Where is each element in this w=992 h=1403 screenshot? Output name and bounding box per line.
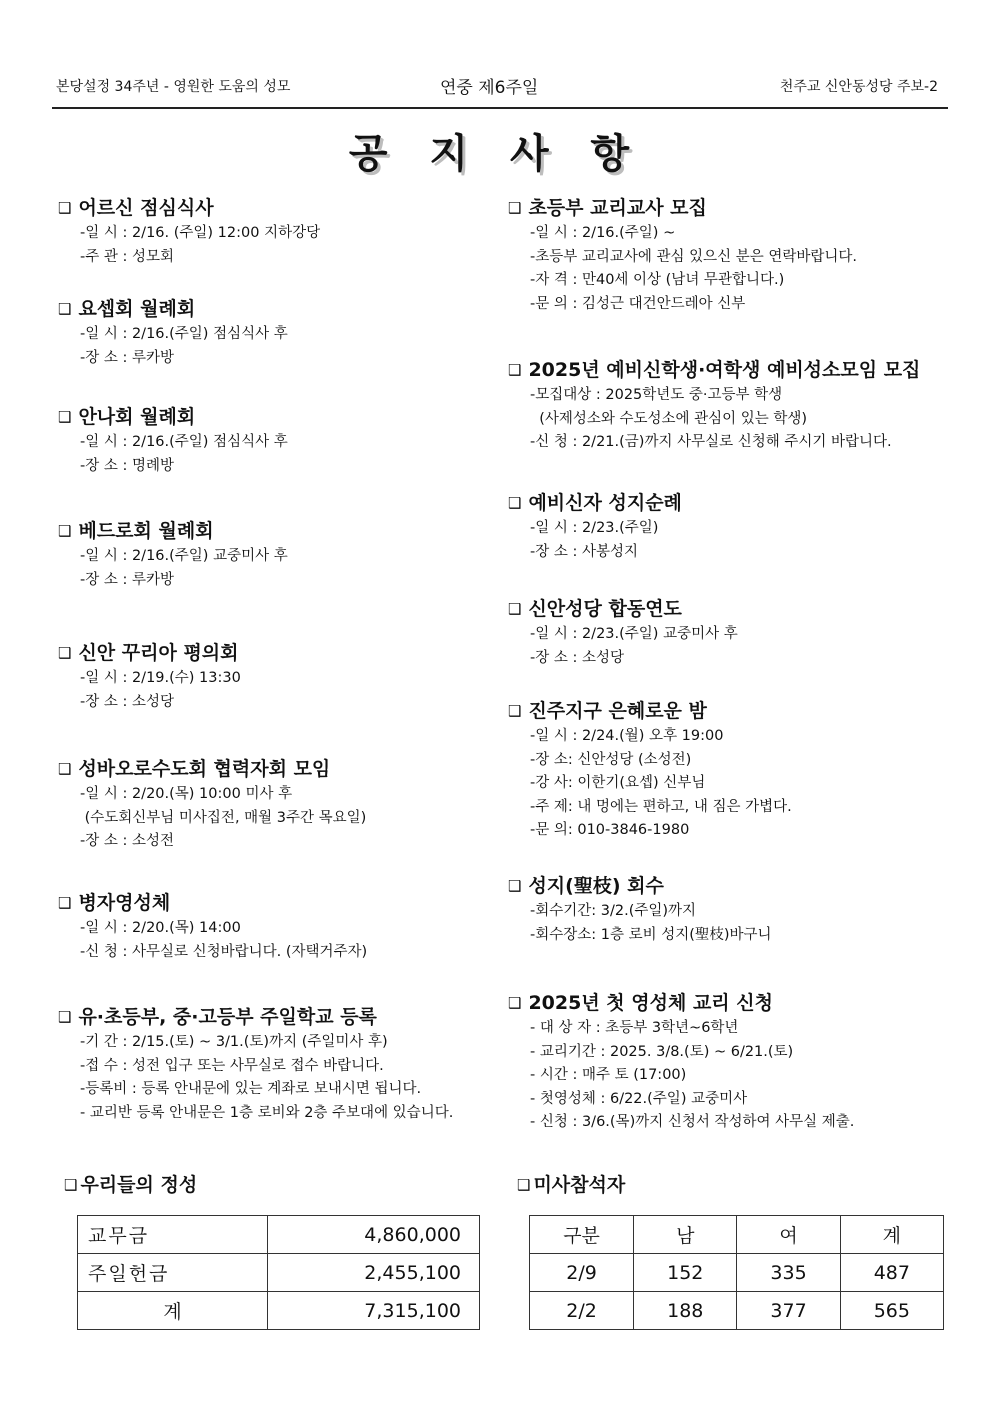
notice-line: -일 시 : 2/16. (주일) 12:00 지하강당 <box>80 225 321 241</box>
header-divider <box>52 107 948 109</box>
notice-line: - 신청 : 3/6.(목)까지 신청서 작성하여 사무실 제출. <box>530 1114 855 1130</box>
notice-title-text: 진주지구 은혜로운 밤 <box>528 700 707 722</box>
notice-section <box>508 596 958 670</box>
attendance-table <box>529 1215 944 1330</box>
offering-value: 4,860,000 <box>268 1216 480 1254</box>
checkbox-bullet-icon: ❑ <box>58 408 72 426</box>
notice-line: -일 시 : 2/16.(주일) 점심식사 후 <box>80 326 288 342</box>
table-cell: 2/9 <box>530 1254 634 1292</box>
notice-title-text: 초등부 교리교사 모집 <box>528 197 707 219</box>
notice-line: -장 소 : 소성당 <box>80 693 174 710</box>
table-row <box>530 1254 944 1292</box>
notice-section <box>58 1004 498 1125</box>
notice-title <box>508 357 958 384</box>
notice-title-text: 성지(聖枝) 회수 <box>528 875 664 897</box>
notice-title <box>58 1004 498 1031</box>
notice-line: -일 시 : 2/19.(수) 13:30 <box>80 670 241 686</box>
notice-title <box>58 296 498 323</box>
notice-title-text: 예비신자 성지순례 <box>528 492 682 514</box>
checkbox-bullet-icon: ❑ <box>508 702 522 720</box>
notice-line: -접 수 : 성전 입구 또는 사무실로 접수 바랍니다. <box>80 1057 384 1074</box>
table-cell: 188 <box>634 1292 737 1330</box>
checkbox-bullet-icon: ❑ <box>508 877 522 895</box>
notice-title <box>58 890 498 917</box>
notice-line: - 시간 : 매주 토 (17:00) <box>530 1067 687 1083</box>
notice-title <box>58 756 498 783</box>
table-cell: 565 <box>840 1292 943 1330</box>
notice-line: -문 의: 010-3846-1980 <box>530 822 690 838</box>
notice-title-text: 유·초등부, 중·고등부 주일학교 등록 <box>78 1006 377 1028</box>
notice-title <box>58 195 498 222</box>
notice-section <box>508 873 958 947</box>
notice-line: -일 시 : 2/20.(목) 14:00 <box>80 920 241 936</box>
notice-line: -회수기간: 3/2.(주일)까지 <box>530 903 697 919</box>
offering-value: 7,315,100 <box>268 1292 480 1330</box>
checkbox-bullet-icon: ❑ <box>508 600 522 618</box>
checkbox-bullet-icon: ❑ <box>64 1176 78 1194</box>
notice-title-text: 요셉회 월례회 <box>78 298 196 320</box>
notice-line: -장 소 : 사봉성지 <box>530 543 638 560</box>
notice-title-text: 신안성당 합동연도 <box>528 598 682 620</box>
notice-title <box>508 990 958 1017</box>
notice-title-text: 베드로회 월례회 <box>78 520 214 542</box>
notice-line: -일 시 : 2/16.(주일) 교중미사 후 <box>80 548 288 564</box>
notice-section <box>58 640 498 714</box>
notice-line: -문 의 : 김성근 대건안드레아 신부 <box>530 295 746 312</box>
column-header: 여 <box>737 1216 840 1254</box>
notice-line: -주 관 : 성모회 <box>80 248 174 265</box>
header-left: 본당설정 34주년 - 영원한 도움의 성모 <box>56 79 291 95</box>
table-cell: 152 <box>634 1254 737 1292</box>
notice-line: - 첫영성체 : 6/22.(주일) 교중미사 <box>530 1090 748 1107</box>
notice-section <box>58 404 498 478</box>
checkbox-bullet-icon: ❑ <box>58 199 72 217</box>
notice-line: -일 시 : 2/20.(목) 10:00 미사 후 <box>80 786 293 802</box>
checkbox-bullet-icon: ❑ <box>517 1176 531 1194</box>
notice-line: -일 시 : 2/23.(주일) 교중미사 후 <box>530 626 738 642</box>
notice-line: -일 시 : 2/16.(주일) ~ <box>530 225 676 241</box>
notice-section <box>508 490 958 564</box>
notice-title <box>508 490 958 517</box>
checkbox-bullet-icon: ❑ <box>58 644 72 662</box>
notice-title-text: 어르신 점심식사 <box>78 197 214 219</box>
notice-title <box>508 195 958 222</box>
offering-label: 계 <box>78 1292 268 1330</box>
offering-label: 교무금 <box>78 1216 268 1254</box>
notice-section <box>58 890 498 964</box>
header-center: 연중 제6주일 <box>440 78 539 98</box>
checkbox-bullet-icon: ❑ <box>58 522 72 540</box>
notice-line: -초등부 교리교사에 관심 있으신 분은 연락바랍니다. <box>530 248 858 265</box>
notice-title-text: 병자영성체 <box>78 892 171 914</box>
table-header-row <box>530 1216 944 1254</box>
page-header <box>56 76 944 100</box>
checkbox-bullet-icon: ❑ <box>508 361 522 379</box>
notice-title-text: 2025년 첫 영성체 교리 신청 <box>528 992 773 1014</box>
notice-section <box>58 518 498 592</box>
notice-line: -일 시 : 2/24.(월) 오후 19:00 <box>530 728 724 744</box>
notice-line: -일 시 : 2/16.(주일) 점심식사 후 <box>80 434 288 450</box>
notice-title <box>58 518 498 545</box>
table-row <box>530 1292 944 1330</box>
notice-line: (사제성소와 수도성소에 관심이 있는 학생) <box>530 410 808 427</box>
notice-line: -신 청 : 2/21.(금)까지 사무실로 신청해 주시기 바랍니다. <box>530 434 892 450</box>
notice-line: -주 제: 내 멍에는 편하고, 내 짐은 가볍다. <box>530 798 792 815</box>
notice-line: - 교리기간 : 2025. 3/8.(토) ~ 6/21.(토) <box>530 1043 794 1060</box>
table-cell: 335 <box>737 1254 840 1292</box>
notice-title-text: 안나회 월례회 <box>78 406 196 428</box>
checkbox-bullet-icon: ❑ <box>508 994 522 1012</box>
notice-line: (수도회신부님 미사집전, 매월 3주간 목요일) <box>80 809 367 826</box>
table-row <box>78 1292 480 1330</box>
notice-title <box>508 596 958 623</box>
checkbox-bullet-icon: ❑ <box>58 300 72 318</box>
notice-line: -기 간 : 2/15.(토) ~ 3/1.(토)까지 (주일미사 후) <box>80 1034 388 1050</box>
notice-line: -등록비 : 등록 안내문에 있는 계좌로 보내시면 됩니다. <box>80 1081 422 1097</box>
column-header: 계 <box>840 1216 943 1254</box>
notice-line: - 대 상 자 : 초등부 3학년~6학년 <box>530 1020 739 1036</box>
offering-heading: ❑ 우리들의 정성 <box>64 1174 198 1196</box>
notice-title <box>58 640 498 667</box>
notice-section <box>508 698 958 843</box>
checkbox-bullet-icon: ❑ <box>58 760 72 778</box>
notice-line: -자 격 : 만40세 이상 (남녀 무관합니다.) <box>530 272 785 288</box>
notice-line: -신 청 : 사무실로 신청바랍니다. (자택거주자) <box>80 943 368 960</box>
column-header: 남 <box>634 1216 737 1254</box>
offering-table <box>77 1215 480 1330</box>
checkbox-bullet-icon: ❑ <box>508 494 522 512</box>
attendance-heading: ❑ 미사참석자 <box>517 1174 626 1196</box>
notice-line: -모집대상 : 2025학년도 중·고등부 학생 <box>530 387 783 403</box>
checkbox-bullet-icon: ❑ <box>58 894 72 912</box>
notice-line: -장 소 : 소성전 <box>80 833 174 849</box>
notice-line: -장 소: 신안성당 (소성전) <box>530 751 692 768</box>
notice-section <box>58 296 498 370</box>
notice-line: -강 사: 이한기(요셉) 신부님 <box>530 775 706 791</box>
notice-section <box>508 357 958 455</box>
table-cell: 2/2 <box>530 1292 634 1330</box>
offering-label: 주일헌금 <box>78 1254 268 1292</box>
notice-title-text: 성바오로수도회 협력자회 모임 <box>78 758 331 780</box>
page-title: 공 지 사 항 <box>348 131 644 177</box>
notice-title <box>508 698 958 725</box>
column-header: 구분 <box>530 1216 634 1254</box>
table-row <box>78 1216 480 1254</box>
notice-line: -일 시 : 2/23.(주일) <box>530 520 659 536</box>
notice-title <box>58 404 498 431</box>
notice-line: -장 소 : 소성당 <box>530 649 624 666</box>
header-right: 천주교 신안동성당 주보-2 <box>779 79 938 95</box>
notice-section <box>58 195 498 269</box>
notice-title-text: 2025년 예비신학생·여학생 예비성소모임 모집 <box>528 359 921 381</box>
notice-title <box>508 873 958 900</box>
notice-section <box>58 756 498 854</box>
notice-line: - 교리반 등록 안내문은 1층 로비와 2층 주보대에 있습니다. <box>80 1104 454 1121</box>
table-row <box>78 1254 480 1292</box>
notice-line: -장 소 : 루카방 <box>80 349 174 366</box>
notice-line: -장 소 : 루카방 <box>80 571 174 588</box>
notice-line: -장 소 : 명례방 <box>80 457 174 474</box>
offering-value: 2,455,100 <box>268 1254 480 1292</box>
notice-title-text: 신안 꾸리아 평의회 <box>78 642 239 664</box>
checkbox-bullet-icon: ❑ <box>58 1008 72 1026</box>
checkbox-bullet-icon: ❑ <box>508 199 522 217</box>
notice-line: -회수장소: 1층 로비 성지(聖枝)바구니 <box>530 926 772 943</box>
notice-section <box>508 195 958 316</box>
notice-section <box>508 990 958 1135</box>
table-cell: 377 <box>737 1292 840 1330</box>
table-cell: 487 <box>840 1254 943 1292</box>
